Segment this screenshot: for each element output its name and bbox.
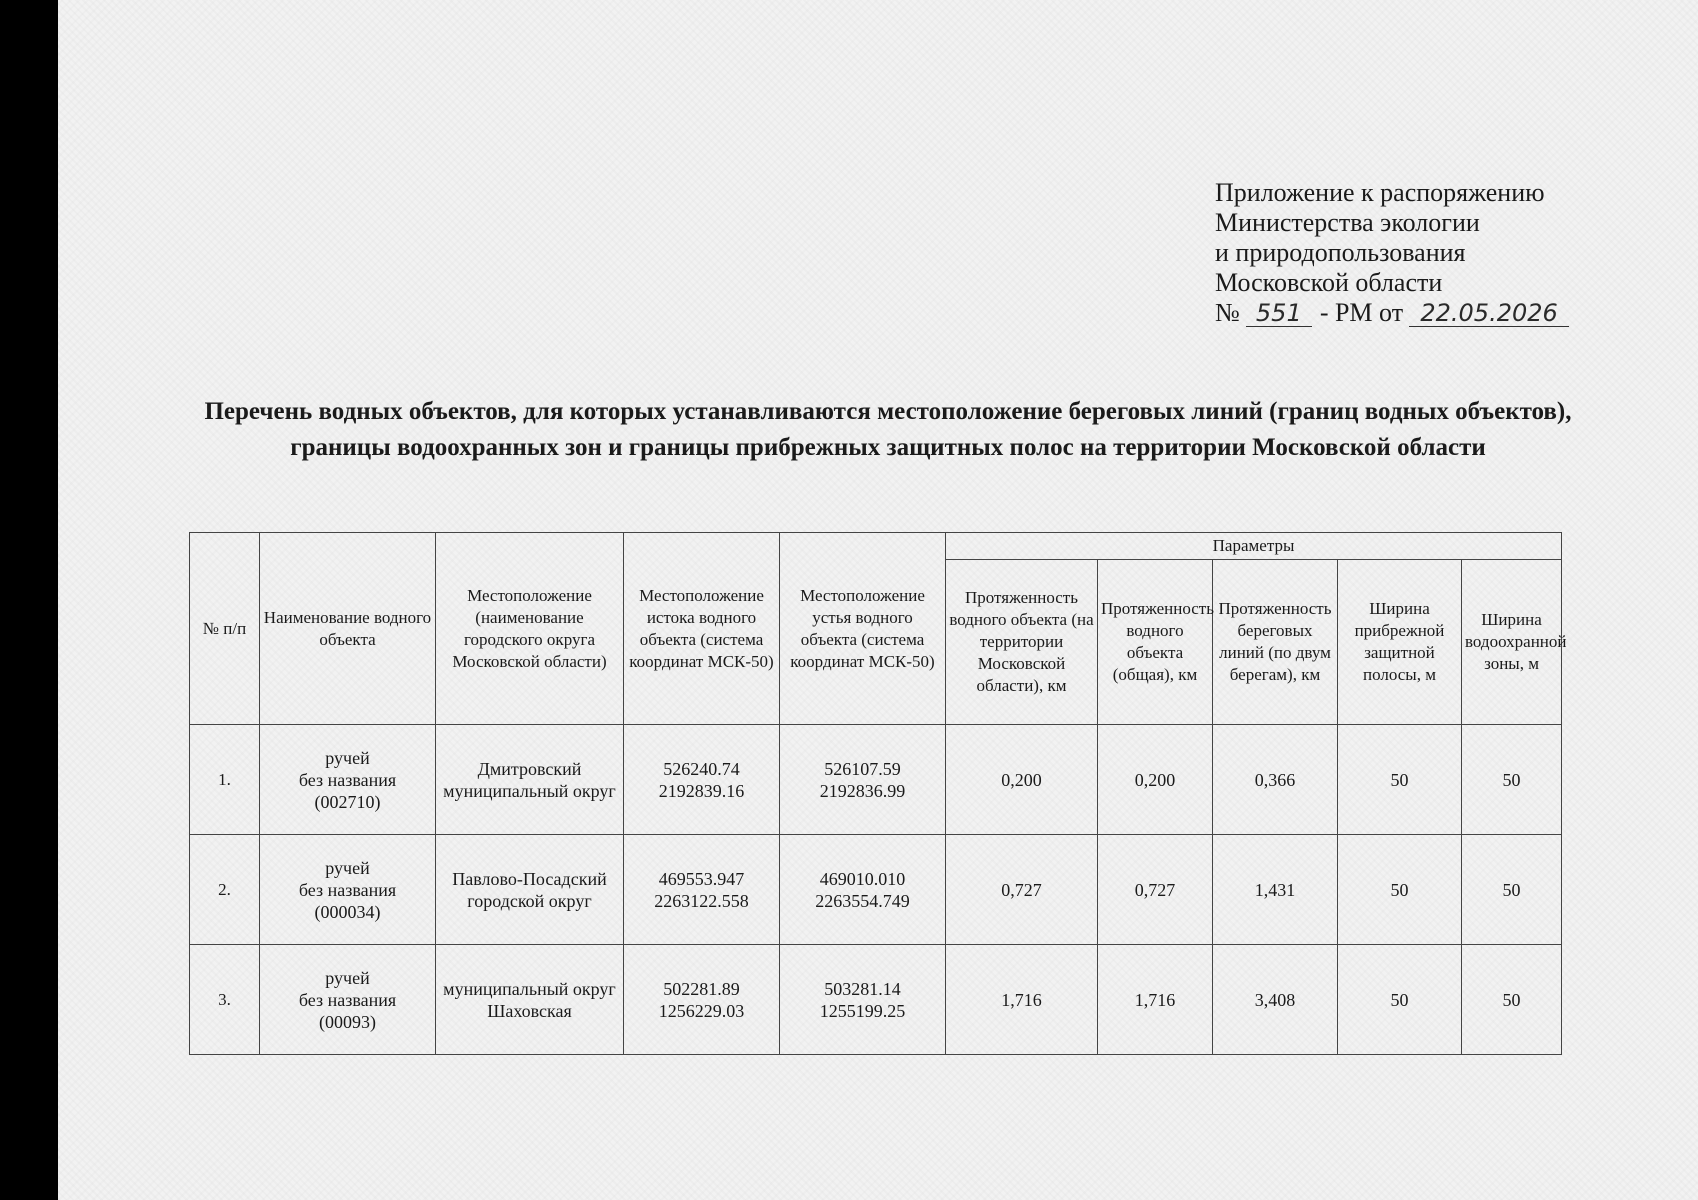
coordinate-y: 2192836.99 (819, 780, 906, 801)
table-row (190, 725, 1562, 835)
shoreline-length-value: 1,431 (1213, 835, 1338, 945)
header-params-group: Параметры (946, 533, 1562, 560)
coordinate-x: 469553.947 (658, 868, 745, 889)
table-row (190, 945, 1562, 1055)
row-number: 3. (190, 945, 260, 1055)
name-line: (000034) (314, 901, 381, 922)
coordinate-x: 526240.74 (663, 758, 740, 779)
coastal-strip-width-value: 50 (1338, 945, 1462, 1055)
coordinate-y: 2263554.749 (815, 890, 910, 911)
length-total-value: 0,200 (1098, 725, 1213, 835)
water-body-name (260, 725, 436, 835)
number-prefix: № (1215, 298, 1240, 327)
name-line: ручей (325, 857, 370, 878)
header-name: Наименование водного объекта (260, 533, 436, 725)
name-line: без названия (298, 989, 397, 1010)
coordinate-x: 503281.14 (824, 978, 901, 999)
shoreline-length-value: 0,366 (1213, 725, 1338, 835)
table-row (190, 835, 1562, 945)
mouth-coordinates (780, 725, 946, 835)
name-line: ручей (325, 747, 370, 768)
coordinate-y: 1255199.25 (819, 1000, 906, 1021)
appendix-line: Московской области (1215, 268, 1443, 297)
water-zone-width-value: 50 (1462, 945, 1562, 1055)
name-line: (00093) (319, 1011, 376, 1032)
rm-label: - РМ от (1319, 298, 1404, 327)
mouth-coordinates (780, 945, 946, 1055)
length-mo-value: 0,727 (946, 835, 1098, 945)
header-length-total: Протяженность водного объекта (общая), км (1098, 560, 1213, 725)
appendix-block (1215, 178, 1575, 328)
name-line: ручей (325, 967, 370, 988)
shoreline-length-value: 3,408 (1213, 945, 1338, 1055)
handwritten-date: 22.05.2026 (1409, 300, 1569, 327)
length-mo-value: 1,716 (946, 945, 1098, 1055)
source-coordinates (624, 835, 780, 945)
appendix-line: Министерства экологии (1215, 208, 1480, 237)
header-length-mo: Протяженность водного объекта (на территории Московской области), км (946, 560, 1098, 725)
header-source: Местоположение истока водного объекта (система координат МСК-50) (624, 533, 780, 725)
location-cell: Дмитровский муниципальный округ (436, 725, 624, 835)
source-coordinates (624, 945, 780, 1055)
length-total-value: 0,727 (1098, 835, 1213, 945)
location-cell: муниципальный округ Шаховская (436, 945, 624, 1055)
source-coordinates (624, 725, 780, 835)
length-mo-value: 0,200 (946, 725, 1098, 835)
length-total-value: 1,716 (1098, 945, 1213, 1055)
appendix-line: Приложение к распоряжению (1215, 178, 1545, 207)
document-title: Перечень водных объектов, для которых устанавливаются местоположение береговых линий (границ водных объектов), границы водоохранных зон и границы прибрежных защитных полос на территории Московской области (204, 398, 1572, 461)
coastal-strip-width-value: 50 (1338, 835, 1462, 945)
header-shoreline-length: Протяженность береговых линий (по двум берегам), км (1213, 560, 1338, 725)
coordinate-y: 1256229.03 (658, 1000, 745, 1021)
header-location: Местоположение (наименование городского округа Московской области) (436, 533, 624, 725)
location-cell: Павлово-Посадский городской округ (436, 835, 624, 945)
water-body-name (260, 835, 436, 945)
name-line: без названия (298, 879, 397, 900)
header-mouth: Местоположение устья водного объекта (система координат МСК-50) (780, 533, 946, 725)
coordinate-x: 502281.89 (663, 978, 740, 999)
name-line: (002710) (314, 791, 381, 812)
coastal-strip-width-value: 50 (1338, 725, 1462, 835)
name-line: без названия (298, 769, 397, 790)
coordinate-y: 2192839.16 (658, 780, 745, 801)
water-zone-width-value: 50 (1462, 835, 1562, 945)
water-bodies-table (189, 532, 1567, 1055)
handwritten-number: 551 (1246, 300, 1312, 327)
coordinate-x: 526107.59 (824, 758, 901, 779)
order-number-line (1215, 298, 1575, 328)
row-number: 2. (190, 835, 260, 945)
coordinate-y: 2263122.558 (654, 890, 749, 911)
coordinate-x: 469010.010 (819, 868, 906, 889)
row-number: 1. (190, 725, 260, 835)
header-water-zone-width: Ширина водоохранной зоны, м (1462, 560, 1562, 725)
header-num: № п/п (190, 533, 260, 725)
header-coastal-strip-width: Ширина прибрежной защитной полосы, м (1338, 560, 1462, 725)
water-body-name (260, 945, 436, 1055)
appendix-line: и природопользования (1215, 238, 1466, 267)
water-zone-width-value: 50 (1462, 725, 1562, 835)
scan-edge (0, 0, 58, 1200)
mouth-coordinates (780, 835, 946, 945)
